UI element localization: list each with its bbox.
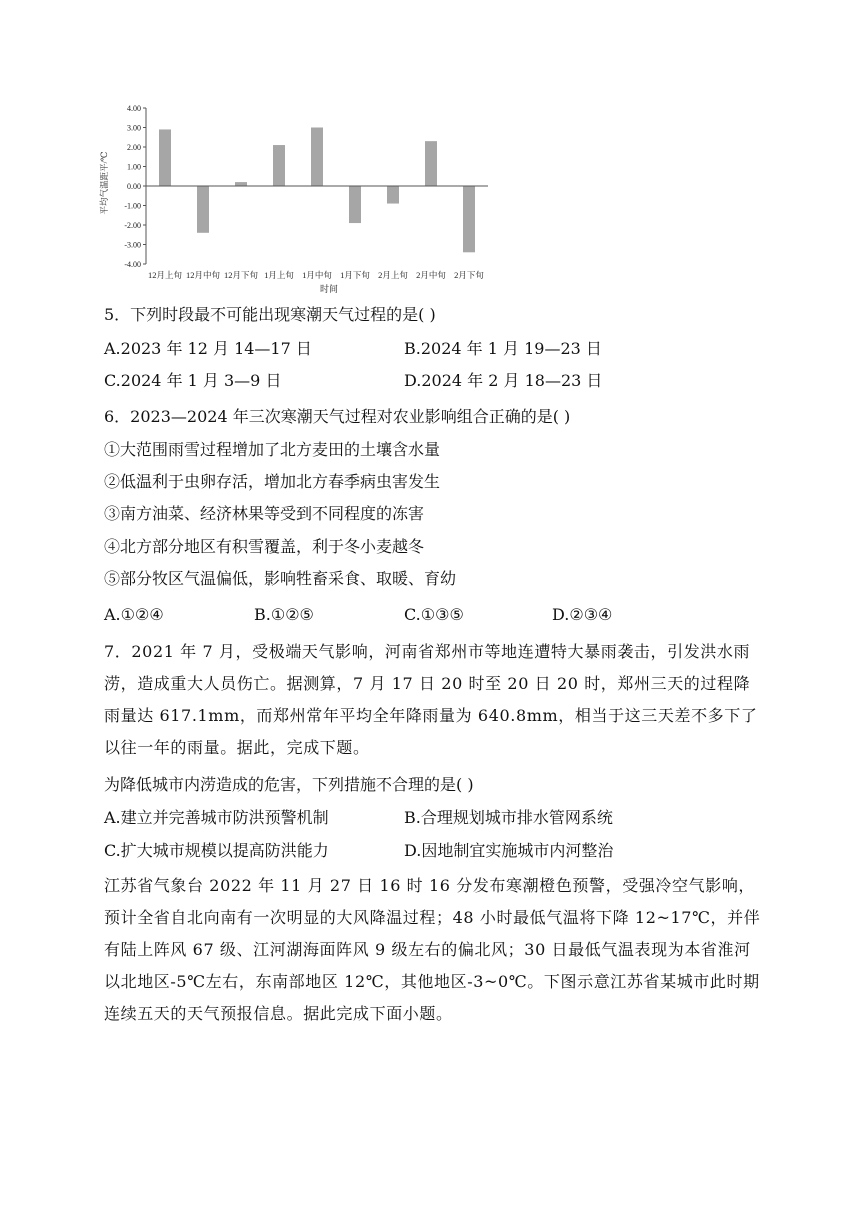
q6-statement-1: ①大范围雨雪过程增加了北方麦田的土壤含水量 (104, 440, 441, 459)
y-axis (124, 104, 146, 269)
bar (425, 141, 437, 186)
q6-option-c[interactable]: C.①③⑤ (404, 605, 464, 624)
q6-option-b[interactable]: B.①②⑤ (254, 605, 314, 624)
q7-option-a[interactable]: A.建立并完善城市防洪预警机制 (104, 808, 329, 827)
y-tick-label: -1.00 (124, 201, 141, 211)
q5-option-c[interactable]: C.2024 年 1 月 3—9 日 (104, 371, 282, 390)
y-tick-label: 0.00 (127, 182, 141, 191)
y-tick-label: -2.00 (124, 221, 141, 230)
q7-option-d[interactable]: D.因地制宜实施城市内河整治 (404, 841, 614, 860)
y-tick-label: 4.00 (127, 104, 141, 113)
bars-group (146, 128, 488, 253)
bar (387, 186, 399, 204)
q6-statement-2: ②低温利于虫卵存活，增加北方春季病虫害发生 (104, 472, 441, 491)
q7-intro: 7．2021 年 7 月，受极端天气影响，河南省郑州市等地连遭特大暴雨袭击，引发洪水雨涝，造成重大人员伤亡。据测算，7 月 17 日 20 时至 20 日 20 时，郑州三天的过程降雨量达 617.1mm，而郑州常年平均全年降雨量为 640.8mm，相当于这三天差不多下了以往一年的雨量。据此，完成下题。 (104, 642, 758, 757)
y-tick-label: 3.00 (127, 123, 141, 133)
x-tick-label: 12月下旬 (223, 270, 259, 280)
q5-option-b[interactable]: B.2024 年 1 月 19—23 日 (404, 339, 602, 358)
x-axis-label: 时间 (319, 284, 339, 294)
x-tick-label: 1月上旬 (264, 270, 294, 280)
q6-statement-3: ③南方油菜、经济林果等受到不同程度的冻害 (104, 504, 425, 523)
x-tick-label: 1月下旬 (340, 270, 370, 280)
y-tick-label: 1.00 (127, 162, 141, 172)
x-tick-label: 2月下旬 (454, 270, 484, 280)
y-tick-label: -4.00 (124, 260, 141, 269)
x-tick-label: 12月中旬 (185, 270, 221, 280)
bar (235, 182, 247, 186)
x-axis-labels (148, 270, 484, 280)
bar (463, 186, 475, 252)
q7-option-c[interactable]: C.扩大城市规模以提高防洪能力 (104, 841, 329, 860)
q6-stem: 6．2023—2024 年三次寒潮天气过程对农业影响组合正确的是( ) (104, 407, 571, 426)
q6-option-a[interactable]: A.①②④ (104, 605, 164, 624)
q7-option-b[interactable]: B.合理规划城市排水管网系统 (404, 808, 613, 827)
temperature-anomaly-bar-chart (96, 96, 516, 296)
x-tick-label: 1月中旬 (302, 270, 332, 280)
q6-statement-4: ④北方部分地区有积雪覆盖，利于冬小麦越冬 (104, 537, 425, 556)
q5-stem: 5．下列时段最不可能出现寒潮天气过程的是( ) (104, 305, 436, 324)
y-tick-label: 2.00 (127, 143, 141, 152)
x-tick-label: 2月上旬 (378, 270, 408, 280)
q6-statement-5: ⑤部分牧区气温偏低，影响牲畜采食、取暖、育幼 (104, 569, 457, 588)
jiangsu-cold-wave-passage: 江苏省气象台 2022 年 11 月 27 日 16 时 16 分发布寒潮橙色预警，受强冷空气影响，预计全省自北向南有一次明显的大风降温过程；48 小时最低气温将下降 12~17℃，并伴有陆上阵风 67 级、江河湖海面阵风 9 级左右的偏北风；30 日最低气温表现为本省淮河以北地区-5℃左右，东南部地区 12℃，其他地区-3~0℃。下图示意江苏省某城市此时期连续五天的天气预报信息。据此完成下面小题。 (104, 876, 761, 1023)
bar (159, 129, 171, 186)
q6-option-d[interactable]: D.②③④ (552, 605, 613, 624)
bar (273, 145, 285, 186)
bar (197, 186, 209, 233)
bar (349, 186, 361, 223)
y-axis-label: 平均气温距平/℃ (99, 151, 109, 215)
y-tick-label: -3.00 (124, 240, 141, 250)
q5-option-a[interactable]: A.2023 年 12 月 14—17 日 (104, 339, 312, 358)
q5-option-d[interactable]: D.2024 年 2 月 18—23 日 (404, 371, 603, 390)
bar (311, 128, 323, 187)
q7-stem: 为降低城市内涝造成的危害，下列措施不合理的是( ) (104, 775, 474, 794)
x-tick-label: 2月中旬 (416, 270, 446, 280)
x-tick-label: 12月上旬 (147, 270, 183, 280)
